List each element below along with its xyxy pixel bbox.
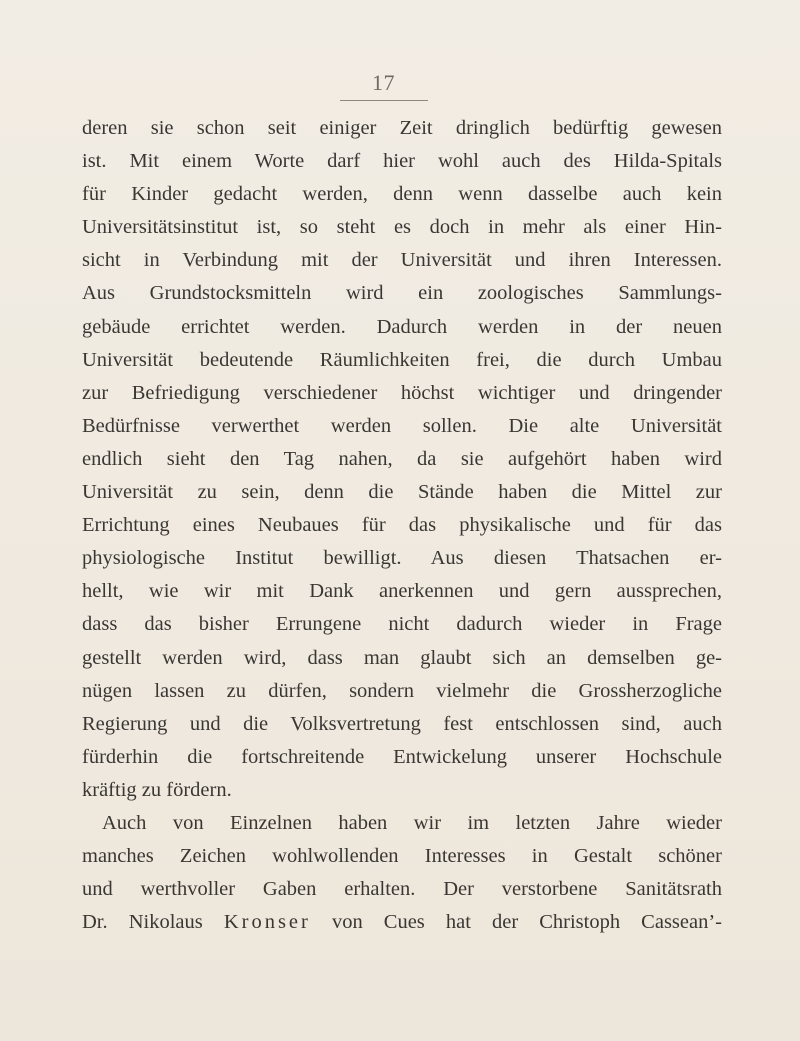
text-line: gestellt werden wird, dass man glaubt sich an demselben ge- [82, 646, 722, 669]
text-segment: Dr. Nikolaus [82, 911, 224, 934]
text-line: nügen lassen zu dürfen, sondern vielmehr die Grossherzogliche [82, 679, 722, 702]
text-line: zur Befriedigung verschiedener höchst wichtiger und dringender [82, 381, 722, 404]
text-segment: von Cues hat der Christoph Cassean’- [310, 911, 722, 934]
text-line: Aus Grundstocksmitteln wird ein zoologisches Sammlungs- [82, 282, 722, 305]
text-line: dass das bisher Errungene nicht dadurch wieder in Frage [82, 613, 722, 636]
text-line: hellt, wie wir mit Dank anerkennen und gern aussprechen, [82, 580, 722, 603]
text-line: sicht in Verbindung mit der Universität und ihren Interessen. [82, 249, 722, 272]
body-text [82, 112, 722, 939]
text-line: endlich sieht den Tag nahen, da sie aufgehört haben wird [82, 447, 722, 470]
text-line: Errichtung eines Neubaues für das physikalische und für das [82, 514, 722, 537]
text-line: ist. Mit einem Worte darf hier wohl auch des Hilda-Spitals [82, 150, 722, 173]
text-line: Universitätsinstitut ist, so steht es doch in mehr als einer Hin- [82, 216, 722, 239]
page-number: 17 [372, 70, 395, 95]
text-line: manches Zeichen wohlwollenden Interesses in Gestalt schöner [82, 845, 722, 868]
text-line: physiologische Institut bewilligt. Aus diesen Thatsachen er- [82, 547, 722, 570]
text-line: Universität zu sein, denn die Stände haben die Mittel zur [82, 481, 722, 504]
paragraph-end-line: kräftig zu fördern. [82, 778, 232, 801]
spaced-surname: Kronser [223, 911, 311, 934]
text-line-with-spaced-name [82, 906, 722, 939]
text-line: Regierung und die Volksvertretung fest entschlossen sind, auch [82, 712, 722, 735]
text-line: Universität bedeutende Räumlichkeiten frei, die durch Umbau [82, 348, 722, 371]
text-line: fürderhin die fortschreitende Entwickelung unserer Hochschule [82, 745, 722, 768]
paragraph-start-line: Auch von Einzelnen haben wir im letzten Jahre wieder [102, 811, 722, 834]
text-line: gebäude errichtet werden. Dadurch werden in der neuen [82, 315, 722, 338]
text-line: deren sie schon seit einiger Zeit dringlich bedürftig gewesen [82, 117, 722, 139]
text-line: und werthvoller Gaben erhalten. Der verstorbene Sanitätsrath [82, 878, 722, 901]
page-number-rule [340, 100, 428, 101]
text-line: Bedürfnisse verwerthet werden sollen. Die alte Universität [82, 414, 722, 437]
text-line: für Kinder gedacht werden, denn wenn dasselbe auch kein [82, 183, 722, 206]
